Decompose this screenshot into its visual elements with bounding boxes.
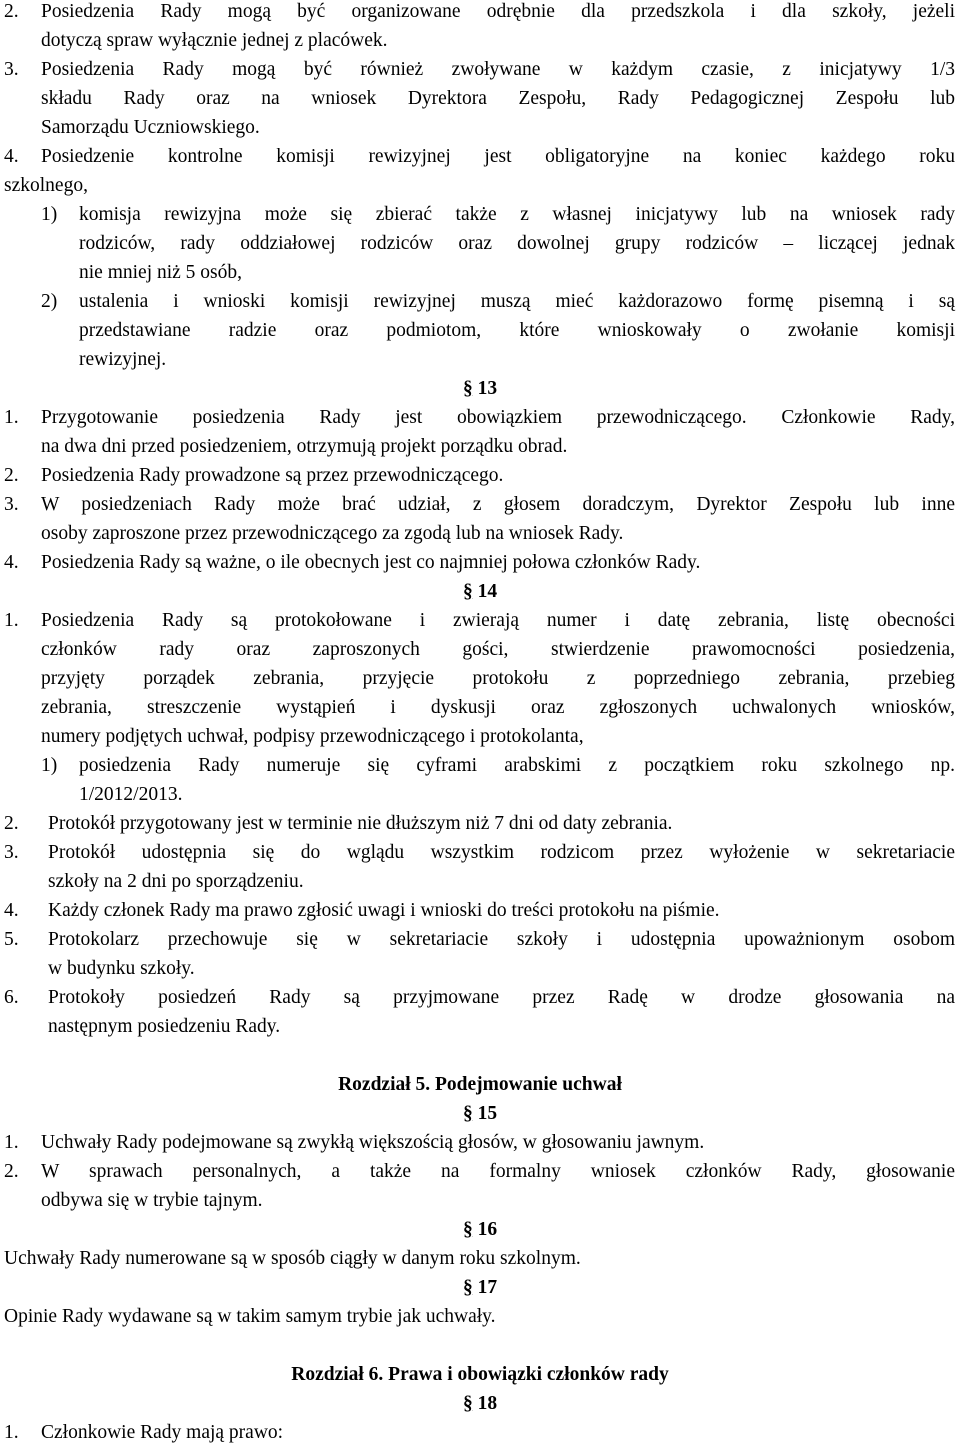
item-text-line: Posiedzenia Rady są protokołowane i zwierają numer i datę zebrania, listę obecności [41, 610, 955, 631]
item-number: 4. [4, 552, 19, 573]
item-number: 2. [4, 465, 19, 486]
list-item [0, 461, 960, 490]
item-text-line: Protokoły posiedzeń Rady są przyjmowane przez Radę w drodze głosowania na [48, 987, 955, 1008]
item-text-line: osoby zaproszone przez przewodniczącego za zgodą lub na wniosek Rady. [41, 523, 624, 544]
section-number: 15 [477, 1103, 498, 1124]
item-text-line: przyjęty porządek zebrania, przyjęcie protokołu z poprzedniego zebrania, przebieg [41, 668, 955, 689]
item-text-line: odbywa się w trybie tajnym. [41, 1190, 263, 1211]
item-number: 1. [4, 407, 19, 428]
section-sign: § [462, 1277, 473, 1298]
section-sign: § [462, 581, 473, 602]
item-text-line: W posiedzeniach Rady może brać udział, z głosem doradczym, Dyrektor Zespołu lub inne [41, 494, 955, 515]
item-text-line: Każdy członek Rady ma prawo zgłosić uwagi i wnioski do treści protokołu na piśmie. [48, 900, 720, 921]
list-item [0, 403, 960, 432]
list-item [0, 838, 960, 867]
item-text-line: składu Rady oraz na wniosek Dyrektora Zespołu, Rady Pedagogicznej Zespołu lub [41, 88, 955, 109]
item-number: 3. [4, 494, 19, 515]
section-number: 13 [477, 378, 498, 399]
item-number: 1. [4, 1132, 19, 1153]
paragraph-text: Uchwały Rady numerowane są w sposób ciągły w danym roku szkolnym. [4, 1248, 581, 1269]
section-heading [0, 1099, 960, 1128]
list-item [0, 1418, 960, 1447]
item-number: 1. [4, 610, 19, 631]
list-item [0, 809, 960, 838]
item-text-line: Protokolarz przechowuje się w sekretariacie szkoły i udostępnia upoważnionym osobom [48, 929, 955, 950]
item-number: 4. [4, 900, 19, 921]
list-item [0, 983, 960, 1012]
list-item [0, 925, 960, 954]
section-number: 16 [477, 1219, 498, 1240]
list-item [0, 548, 960, 577]
section-sign: § [462, 1219, 473, 1240]
item-text-line: szkolnego, [4, 175, 88, 196]
item-text-line: Posiedzenia Rady mogą być organizowane odrębnie dla przedszkola i dla szkoły, jeżeli [41, 1, 955, 22]
sub-item-number: 1) [41, 755, 58, 776]
section-heading [0, 374, 960, 403]
section-number: 14 [477, 581, 498, 602]
item-number: 1. [4, 1422, 19, 1443]
item-text-line: ustalenia i wnioski komisji rewizyjnej muszą mieć każdorazowo formę pisemną i są [79, 291, 955, 312]
item-text-line: posiedzenia Rady numeruje się cyframi arabskimi z początkiem roku szkolnego np. [79, 755, 955, 776]
item-text-line: przedstawiane radzie oraz podmiotom, które wnioskowały o zwołanie komisji [79, 320, 955, 341]
list-item [0, 606, 960, 635]
item-text-line: Protokół przygotowany jest w terminie nie dłuższym niż 7 dni od daty zebrania. [48, 813, 673, 834]
item-text-line: Przygotowanie posiedzenia Rady jest obowiązkiem przewodniczącego. Członkowie Rady, [41, 407, 955, 428]
chapter-title: Rozdział 5. Podejmowanie uchwał [338, 1074, 622, 1095]
paragraph [0, 1302, 960, 1331]
item-text-line: Posiedzenia Rady są ważne, o ile obecnych jest co najmniej połowa członków Rady. [41, 552, 701, 573]
item-number: 6. [4, 987, 19, 1008]
item-text-line: nie mniej niż 5 osób, [79, 262, 243, 283]
item-number: 5. [4, 929, 19, 950]
item-text-line: w budynku szkoły. [48, 958, 195, 979]
section-heading [0, 1215, 960, 1244]
list-item [0, 0, 960, 26]
section-heading [0, 1273, 960, 1302]
item-text-line: Posiedzenia Rady prowadzone są przez przewodniczącego. [41, 465, 504, 486]
section-sign: § [462, 1393, 473, 1414]
item-number: 3. [4, 59, 19, 80]
item-text-line: rewizyjnej. [79, 349, 167, 370]
list-item [0, 1157, 960, 1186]
sub-item [0, 200, 960, 229]
item-text-line: dotyczą spraw wyłącznie jednej z placówek. [41, 30, 388, 51]
item-text-line: członków rady oraz zaproszonych gości, stwierdzenie prawomocności posiedzenia, [41, 639, 955, 660]
item-text-line: 1/2012/2013. [79, 784, 183, 805]
item-number: 2. [4, 813, 19, 834]
sub-item [0, 287, 960, 316]
item-text-line: Protokół udostępnia się do wglądu wszystkim rodzicom przez wyłożenie w sekretariacie [48, 842, 955, 863]
list-item [0, 55, 960, 84]
item-number: 2. [4, 1, 19, 22]
section-heading [0, 1389, 960, 1418]
item-text-line: zebrania, streszczenie wystąpień i dyskusji oraz zgłoszonych uchwalonych wniosków, [41, 697, 955, 718]
item-text-line: numery podjętych uchwał, podpisy przewodniczącego i protokolanta, [41, 726, 584, 747]
section-heading [0, 577, 960, 606]
sub-item-number: 2) [41, 291, 58, 312]
item-number: 3. [4, 842, 19, 863]
item-text-line: Członkowie Rady mają prawo: [41, 1422, 284, 1443]
section-sign: § [462, 378, 473, 399]
item-text-line: W sprawach personalnych, a także na formalny wniosek członków Rady, głosowanie [41, 1161, 955, 1182]
list-item [0, 1128, 960, 1157]
item-text-line: Posiedzenie kontrolne komisji rewizyjnej jest obligatoryjne na koniec każdego roku [41, 146, 955, 167]
chapter-title: Rozdział 6. Prawa i obowiązki członków rady [291, 1364, 669, 1385]
item-text-line: rodziców, rady oddziałowej rodziców oraz dowolnej grupy rodziców – liczącej jednak [79, 233, 955, 254]
item-text-line: komisja rewizyjna może się zbierać także z własnej inicjatywy lub na wniosek rady [79, 204, 955, 225]
section-sign: § [462, 1103, 473, 1124]
item-text-line: Posiedzenia Rady mogą być również zwoływane w każdym czasie, z inicjatywy 1/3 [41, 59, 955, 80]
item-text-line: szkoły na 2 dni po sporządzeniu. [48, 871, 304, 892]
list-item [0, 142, 960, 171]
section-number: 17 [477, 1277, 498, 1298]
paragraph [0, 1244, 960, 1273]
sub-item-number: 1) [41, 204, 58, 225]
item-number: 2. [4, 1161, 19, 1182]
section-number: 18 [477, 1393, 498, 1414]
item-text-line: na dwa dni przed posiedzeniem, otrzymują projekt porządku obrad. [41, 436, 568, 457]
list-item [0, 490, 960, 519]
item-number: 4. [4, 146, 19, 167]
paragraph-text: Opinie Rady wydawane są w takim samym trybie jak uchwały. [4, 1306, 496, 1327]
item-text-line: Samorządu Uczniowskiego. [41, 117, 260, 138]
list-item [0, 896, 960, 925]
sub-item [0, 751, 960, 780]
item-text-line: następnym posiedzeniu Rady. [48, 1016, 281, 1037]
item-text-line: Uchwały Rady podejmowane są zwykłą większością głosów, w głosowaniu jawnym. [41, 1132, 705, 1153]
